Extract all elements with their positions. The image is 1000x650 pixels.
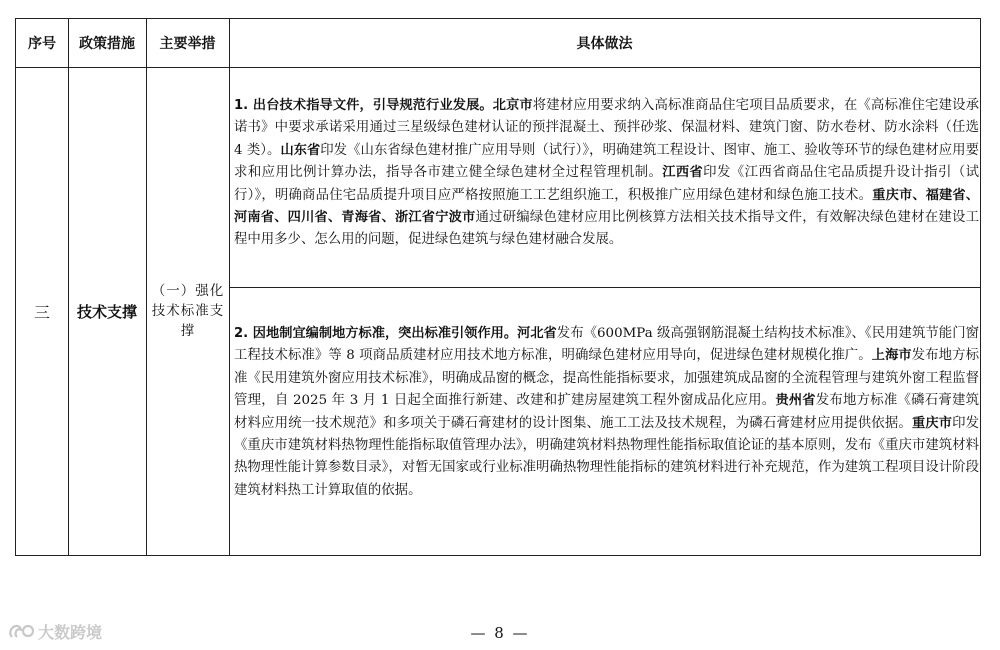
row-number: 三: [33, 302, 50, 322]
header-practice: 具体做法: [576, 36, 633, 52]
header-policy: 政策措施: [79, 36, 135, 52]
bold-segment: 江西省: [662, 165, 704, 181]
bold-segment: 上海市: [871, 348, 912, 364]
column-divider: [146, 19, 147, 555]
text-segment: 发布《600MPa 级高强钢筋混凝土结构技术标准》、《民用建筑节能门窗工程技术标准》等 8 项商品质建材应用技术地方标准，明确绿色建材应用导向，促进绿色建材规模化推广。: [234, 326, 980, 364]
header-divider: [16, 67, 980, 68]
header-no: 序号: [28, 36, 56, 52]
bold-segment: 北京市: [492, 98, 533, 113]
watermark-text: 大数跨境: [38, 623, 103, 642]
bold-segment: 山东省: [280, 142, 321, 158]
practice-item-1: [234, 95, 979, 252]
policy-table: [15, 18, 981, 556]
text-segment: 将建材应用要求纳入高标准商品住宅项目品质要求，在《高标准住宅建设承诺书》中要求承诺采用通过三星级绿色建材认证的预拌混凝土、预拌砂浆、保温材料、建筑门窗、防水卷材、防水涂料（任选 4 类）。: [234, 98, 980, 158]
bold-segment: 重庆市、福建省、河南省、四川省、青海省、浙江省宁波市: [234, 187, 979, 226]
text-segment: 通过研编绿色建材应用比例核算方法相关技术指导文件，有效解决绿色建材在建设工程中用多少、怎么用的问题，促进绿色建筑与绿色建材融合发展。: [234, 210, 980, 248]
bold-segment: 1. 出台技术指导文件，引导规范行业发展。: [234, 98, 493, 113]
text-segment: 印发《江西省商品住宅品质提升设计指引（试行）》，明确商品住宅品质提升项目应严格按照施工工艺组织施工，积极推广应用绿色建材和绿色施工技术。: [234, 165, 980, 203]
text-segment: 印发《重庆市建筑材料热物理性能指标取值管理办法》，明确建筑材料热物理性能指标取值论证的基本原则，发布《重庆市建筑材料热物理性能计算参数目录》，对暂无国家或行业标准明确热物理性能指标的建筑材料进行补充规范，作为建筑工程项目设计阶段建筑材料热工计算取值的依据。: [234, 415, 980, 498]
text-segment: 发布地方标准《磷石膏建筑材料应用统一技术规范》和多项关于磷石膏建材的设计图集、施工工法及技术规程，为磷石膏建材应用提供依据。: [234, 393, 980, 431]
policy-cell: 技术支撑: [76, 302, 137, 321]
text-segment: 发布地方标准《民用建筑外窗应用技术标准》，明确成品窗的概念，提高性能指标要求，加强建筑成品窗的全流程管理与建筑外窗工程监督管理，自 2025 年 3 月 1 日起全面推行新建、改建和扩建房屋建筑工程外窗成品化应用。: [234, 348, 980, 409]
text-segment: 印发《山东省绿色建材推广应用导则（试行）》，明确建筑工程设计、图审、施工、验收等环节的绿色建材应用要求和应用比例计算办法，指导各市建立健全绿色建材全过程管理机制。: [234, 142, 979, 181]
bold-segment: 河北省: [517, 326, 557, 341]
bold-segment: 2. 因地制宜编制地方标准，突出标准引领作用。: [234, 326, 518, 341]
practice-item-2: [234, 323, 979, 502]
row-divider: [229, 287, 980, 288]
bold-segment: 重庆市: [911, 415, 953, 431]
header-measure: 主要举措: [159, 36, 216, 52]
bold-segment: 贵州省: [775, 393, 816, 409]
page-number: — 8 —: [470, 624, 530, 642]
measure-cell: （一）强化技术标准支撑: [151, 283, 225, 339]
